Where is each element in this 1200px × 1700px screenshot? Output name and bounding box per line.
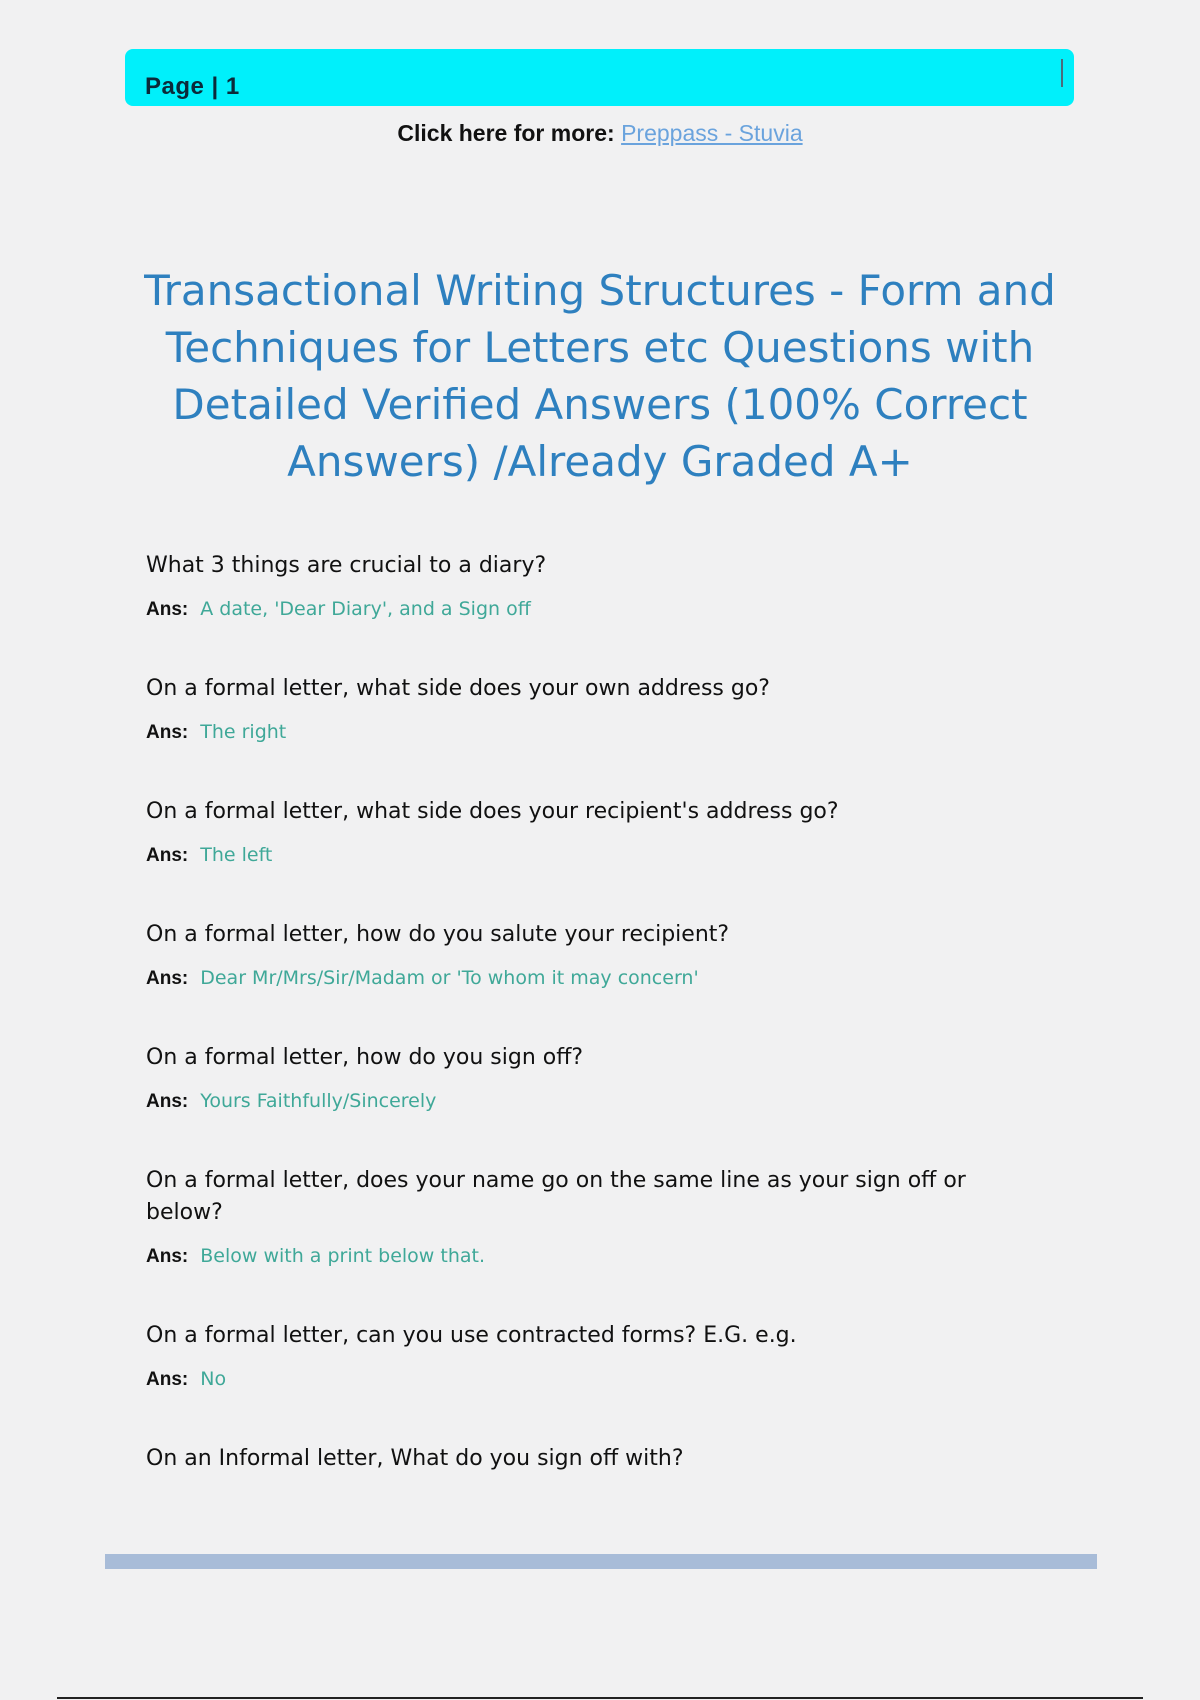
page-number-label: Page | 1 (145, 73, 240, 100)
qa-item (146, 796, 1016, 868)
answer-text: The right (200, 721, 287, 743)
question-text: What 3 things are crucial to a diary? (146, 553, 547, 578)
qa-item (146, 1042, 1016, 1114)
answer-label: Ans: (146, 1091, 189, 1112)
qa-item (146, 1320, 1016, 1392)
answer-row (146, 1089, 1016, 1114)
footer-bar (105, 1554, 1097, 1569)
answer-label: Ans: (146, 845, 189, 866)
question-text: On an Informal letter, What do you sign off with? (146, 1446, 684, 1471)
answer-label: Ans: (146, 1246, 189, 1267)
answer-text: The left (200, 844, 273, 866)
question-text: On a formal letter, how do you sign off? (146, 1045, 584, 1070)
qa-item (146, 673, 1016, 745)
more-prefix: Click here for more: (397, 120, 615, 146)
answer-label: Ans: (146, 722, 189, 743)
answer-text: Dear Mr/Mrs/Sir/Madam or 'To whom it may concern' (200, 967, 699, 989)
answer-label: Ans: (146, 968, 189, 989)
bottom-rule (57, 1697, 1143, 1699)
answer-label: Ans: (146, 599, 189, 620)
answer-text: Yours Faithfully/Sincerely (200, 1090, 437, 1112)
more-link-line (0, 120, 1200, 147)
question-text: On a formal letter, what side does your own address go? (146, 676, 770, 701)
qa-list (146, 550, 1016, 1475)
qa-item (146, 550, 1016, 622)
answer-row (146, 1244, 1016, 1269)
answer-text: No (200, 1368, 227, 1390)
page-header-bar (125, 49, 1074, 106)
document-title: Transactional Writing Structures - Form and Techniques for Letters etc Questions with Detailed Verified Answers (100% Correct Answers) /Already Graded A+ (144, 266, 1056, 486)
qa-item (146, 919, 1016, 991)
answer-row (146, 966, 1016, 991)
qa-item (146, 1165, 1016, 1269)
question-text: On a formal letter, does your name go on the same line as your sign off or below? (146, 1168, 966, 1225)
answer-label: Ans: (146, 1369, 189, 1390)
qa-item (146, 1443, 1016, 1475)
answer-row (146, 597, 1016, 622)
answer-row (146, 843, 1016, 868)
answer-text: A date, 'Dear Diary', and a Sign off (200, 598, 531, 620)
question-text: On a formal letter, what side does your recipient's address go? (146, 799, 839, 824)
question-text: On a formal letter, how do you salute your recipient? (146, 922, 730, 947)
header-marker (1061, 59, 1063, 87)
answer-row (146, 1367, 1016, 1392)
question-text: On a formal letter, can you use contracted forms? E.G. e.g. (146, 1323, 797, 1348)
answer-text: Below with a print below that. (200, 1245, 486, 1267)
stuvia-link[interactable]: Preppass - Stuvia (621, 120, 803, 146)
answer-row (146, 720, 1016, 745)
